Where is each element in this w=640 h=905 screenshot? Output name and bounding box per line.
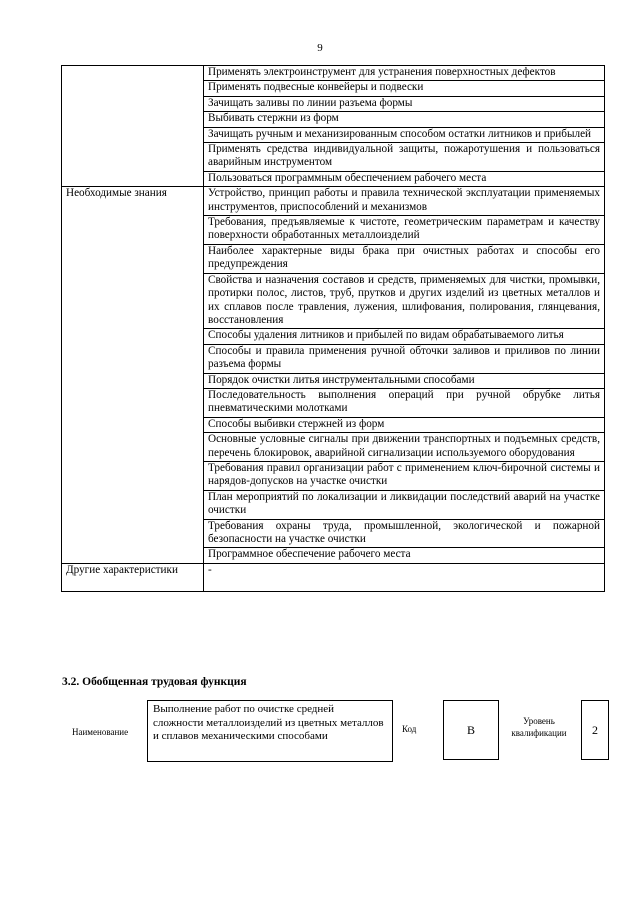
table-row	[62, 187, 605, 216]
table-row	[62, 81, 605, 96]
table-row	[62, 344, 605, 373]
table-row	[62, 244, 605, 273]
knowledge-label: Необходимые знания	[62, 187, 204, 216]
table-row	[62, 373, 605, 388]
table-row	[62, 216, 605, 245]
table-row	[62, 329, 605, 344]
function-name-box: Выполнение работ по очистке средней сложности металлоизделий из цветных металлов и сплавов механическими способами	[147, 700, 393, 762]
table-row	[62, 461, 605, 490]
table-row	[62, 127, 605, 142]
table-row	[62, 112, 605, 127]
skill-cell: Зачищать ручным и механизированным способом остатки литников и прибылей	[204, 127, 605, 142]
knowledge-cell: Требования охраны труда, промышленной, экологической и пожарной безопасности на участке очистки	[204, 519, 605, 548]
table-row	[62, 417, 605, 432]
skill-cell: Применять подвесные конвейеры и подвески	[204, 81, 605, 96]
other-characteristics-value: -	[204, 563, 605, 591]
knowledge-cell: Наиболее характерные виды брака при очистных работах и способы его предупреждения	[204, 244, 605, 273]
skill-cell: Зачищать заливы по линии разъема формы	[204, 96, 605, 111]
table-row	[62, 171, 605, 186]
section-title: 3.2. Обобщенная трудовая функция	[62, 676, 247, 688]
table-row	[62, 388, 605, 417]
knowledge-cell: Способы удаления литников и прибылей по видам обрабатываемого литья	[204, 329, 605, 344]
code-box: B	[443, 700, 499, 760]
table-row	[62, 433, 605, 462]
level-label: Уровень квалификации	[511, 716, 567, 738]
knowledge-cell: Основные условные сигналы при движении транспортных и подъемных средств, перечень блокировок, аварийной сигнализации используемого оборудования	[204, 433, 605, 462]
table-row	[62, 66, 605, 81]
knowledge-cell: План мероприятий по локализации и ликвидации последствий аварий на участке очистки	[204, 490, 605, 519]
skill-cell: Выбивать стержни из форм	[204, 112, 605, 127]
table-row	[62, 273, 605, 329]
knowledge-cell: Устройство, принцип работы и правила технической эксплуатации применяемых инструментов, приспособлений и механизмов	[204, 187, 605, 216]
table-row	[62, 490, 605, 519]
knowledge-cell: Требования, предъявляемые к чистоте, геометрическим параметрам и качеству поверхности обработанных металлоизделий	[204, 216, 605, 245]
code-label: Код	[402, 724, 417, 734]
skill-cell: Применять средства индивидуальной защиты, пожаротушения и пользоваться аварийным инструментом	[204, 143, 605, 172]
knowledge-cell: Последовательность выполнения операций при ручной обрубке литья пневматическими молотками	[204, 388, 605, 417]
knowledge-cell: Программное обеспечение рабочего места	[204, 548, 605, 563]
table-row	[62, 143, 605, 172]
level-box: 2	[581, 700, 609, 760]
page-number: 9	[317, 42, 323, 54]
name-label: Наименование	[72, 727, 129, 737]
knowledge-cell: Требования правил организации работ с применением ключ-бирочной системы и нарядов-допусков на участке очистки	[204, 461, 605, 490]
skill-cell: Пользоваться программным обеспечением рабочего места	[204, 171, 605, 186]
table-row	[62, 563, 605, 591]
knowledge-cell: Порядок очистки литья инструментальными способами	[204, 373, 605, 388]
table-row	[62, 548, 605, 563]
skill-cell: Применять электроинструмент для устранения поверхностных дефектов	[204, 66, 605, 81]
competency-table	[61, 65, 605, 592]
knowledge-cell: Свойства и назначения составов и средств, применяемых для чистки, промывки, протирки полос, листов, труб, прутков и других изделий из цветных металлов и их сплавов после травления, лужения, шлифования, полирования, глянцевания, восстановления	[204, 273, 605, 329]
knowledge-cell: Способы выбивки стержней из форм	[204, 417, 605, 432]
table-row	[62, 96, 605, 111]
table-row	[62, 519, 605, 548]
other-characteristics-label: Другие характеристики	[62, 563, 204, 591]
knowledge-cell: Способы и правила применения ручной обточки заливов и приливов по линии разъема формы	[204, 344, 605, 373]
